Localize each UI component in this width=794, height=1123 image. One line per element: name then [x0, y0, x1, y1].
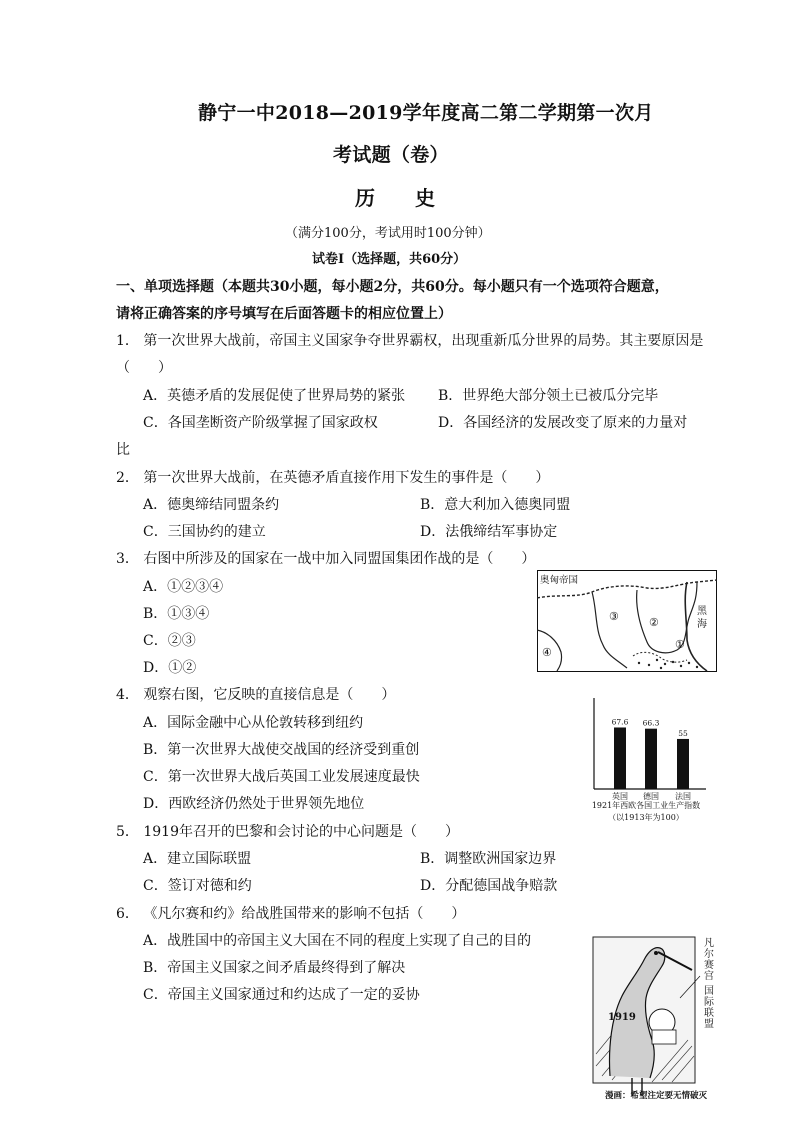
- map-number-3: ③: [609, 610, 619, 623]
- chart-value-label-1: 67.6: [611, 717, 629, 727]
- chart-bar-3: [677, 739, 689, 789]
- map-label-austria-hungary: 奥匈帝国: [540, 575, 579, 586]
- map-number-2: ②: [649, 616, 659, 629]
- section-instruction-line2: 请将正确答案的序号填写在后面答题卡的相应位置上）: [116, 306, 452, 322]
- question-1-option-b: B．世界绝大部分领土已被瓜分完毕: [438, 388, 659, 404]
- question-2-option-a: A．德奥缔结同盟条约: [143, 497, 280, 513]
- cartoon-year-label: 1919: [608, 1012, 636, 1023]
- versailles-cartoon-figure: [592, 936, 722, 1102]
- subject-title: 历 史: [355, 186, 435, 210]
- question-3-option-a: A．①②③④: [143, 579, 224, 595]
- cartoon-banner: [652, 1030, 676, 1044]
- question-1-stem: 1． 第一次世界大战前，帝国主义国家争夺世界霸权，出现重新瓜分世界的局势。其主要原因是: [116, 333, 704, 349]
- cartoon-caption: 漫画：希望注定要无情破灭: [604, 1091, 708, 1101]
- question-3-option-c: C．②③: [143, 633, 196, 649]
- question-1-option-c: C．各国垄断资产阶级掌握了国家政权: [143, 415, 378, 431]
- chart-category-label-3: 法国: [675, 792, 691, 801]
- chart-caption-line1: 1921年西欧各国工业生产指数: [591, 801, 701, 810]
- question-5-option-d: D．分配德国战争赔款: [420, 878, 558, 894]
- question-3-option-b: B．①③④: [143, 606, 210, 622]
- question-1-option-d-cont: 比: [116, 442, 130, 458]
- exam-note: （满分100分，考试用时100分钟）: [285, 226, 491, 241]
- stork-eye-icon: [654, 951, 658, 955]
- question-2-option-b: B．意大利加入德奥同盟: [420, 497, 571, 513]
- question-5-stem: 5． 1919年召开的巴黎和会讨论的中心问题是（ ）: [116, 824, 459, 840]
- map-number-4: ④: [542, 646, 552, 659]
- question-5-option-b: B．调整欧洲国家边界: [420, 851, 557, 867]
- question-6-stem: 6． 《凡尔赛和约》给战胜国带来的影响不包括（ ）: [116, 906, 466, 922]
- question-1-option-d: D．各国经济的发展改变了原来的力量对: [438, 415, 688, 431]
- cartoon-label-league: 国际联盟: [704, 986, 714, 1030]
- question-3-stem: 3． 右图中所涉及的国家在一战中加入同盟国集团作战的是（ ）: [116, 551, 536, 567]
- question-4-option-c: C．第一次世界大战后英国工业发展速度最快: [143, 769, 420, 785]
- question-3-option-d: D．①②: [143, 660, 197, 676]
- section-instruction-line1: 一、单项选择题（本题共30小题，每小题2分，共60分。每小题只有一个选项符合题意，: [116, 279, 669, 295]
- question-5-option-c: C．签订对德和约: [143, 878, 252, 894]
- question-6-option-b: B．帝国主义国家之间矛盾最终得到了解决: [143, 960, 406, 976]
- chart-caption-line2: （以1913年为100）: [608, 813, 684, 822]
- question-4-stem: 4． 观察右图，它反映的直接信息是（ ）: [116, 687, 396, 703]
- question-4-option-a: A．国际金融中心从伦敦转移到纽约: [143, 715, 364, 731]
- question-1-stem-cont: （ ）: [116, 360, 172, 376]
- balkan-map-figure: [537, 570, 717, 672]
- question-6-option-a: A．战胜国中的帝国主义大国在不同的程度上实现了自己的目的: [143, 933, 532, 949]
- chart-bar-2: [645, 729, 657, 789]
- map-label-black-sea-1: 黑: [697, 606, 707, 617]
- question-4-option-b: B．第一次世界大战使交战国的经济受到重创: [143, 742, 420, 758]
- paper-label: 试卷Ⅰ（选择题，共60分）: [312, 252, 467, 267]
- question-5-option-a: A．建立国际联盟: [143, 851, 252, 867]
- chart-value-label-3: 55: [678, 728, 688, 738]
- cartoon-label-versailles: 凡尔赛宫: [704, 938, 714, 982]
- question-2-stem: 2． 第一次世界大战前，在英德矛盾直接作用下发生的事件是（ ）: [116, 470, 550, 486]
- exam-title-line1: 静宁一中2018—2019学年度高二第二学期第一次月: [198, 102, 654, 124]
- question-6-option-c: C．帝国主义国家通过和约达成了一定的妥协: [143, 987, 420, 1003]
- map-number-1: ①: [675, 638, 685, 651]
- chart-category-label-2: 德国: [643, 792, 659, 801]
- industrial-index-bar-chart: [588, 696, 718, 830]
- chart-bar-1: [614, 727, 626, 789]
- chart-value-label-2: 66.3: [642, 718, 660, 728]
- map-label-black-sea-2: 海: [697, 619, 707, 630]
- question-2-option-d: D．法俄缔结军事协定: [420, 524, 558, 540]
- exam-title-line2: 考试题（卷）: [333, 144, 449, 166]
- chart-category-label-1: 英国: [612, 792, 628, 801]
- question-4-option-d: D．西欧经济仍然处于世界领先地位: [143, 796, 365, 812]
- question-2-option-c: C．三国协约的建立: [143, 524, 266, 540]
- question-1-option-a: A．英德矛盾的发展促使了世界局势的紧张: [143, 388, 406, 404]
